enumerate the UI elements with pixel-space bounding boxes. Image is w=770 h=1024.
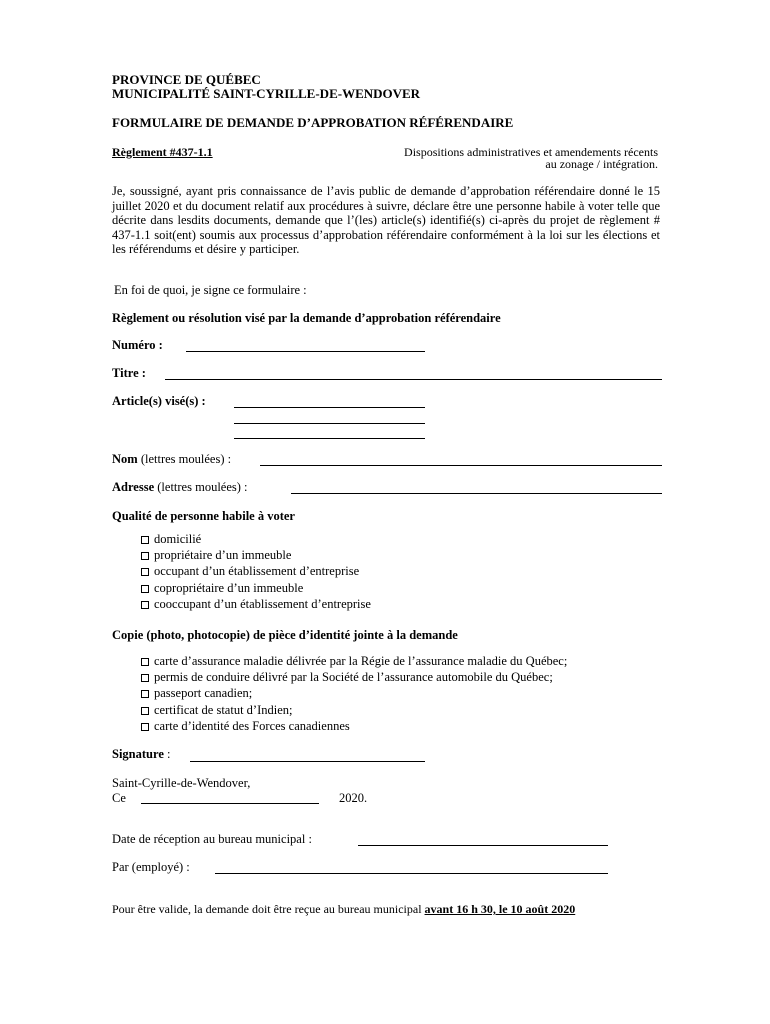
qualite-option-coproprietaire[interactable] [141, 580, 371, 596]
checkbox-icon[interactable] [141, 585, 149, 593]
intro-paragraph: Je, soussigné, ayant pris connaissance de l’avis public de demande d’approbation référendaire donné le 15 juillet 2020 et du document relatif aux procédures à suivre, déclare être une personne habile à voter telle que décrite dans lesdits documents, demande que l’(les) article(s) identifié(s) ci-après du projet de règlement # 437-1.1 soit(ent) soumis aux processus d’approbation référendaire conformément à la loi sur les élections et les référendums et désire y participer. [112, 184, 660, 257]
nom-label [112, 452, 231, 467]
qualite-options [141, 531, 371, 612]
signature-label-suffix: : [163, 747, 171, 761]
section-reglement-heading: Règlement ou résolution visé par la demande d’approbation référendaire [112, 311, 501, 325]
signature-label-bold: Signature [112, 747, 164, 761]
municipality-heading: MUNICIPALITÉ SAINT-CYRILLE-DE-WENDOVER [112, 86, 421, 101]
qualite-option-label: propriétaire d’un immeuble [154, 548, 292, 563]
qualite-option-label: occupant d’un établissement d’entreprise [154, 564, 360, 579]
copie-option-assurance-maladie[interactable] [141, 653, 567, 669]
reglement-label: Règlement #437-1.1 [112, 145, 213, 159]
qualite-option-occupant[interactable] [141, 563, 371, 579]
copie-option-label: passeport canadien; [154, 686, 253, 701]
reception-date-label: Date de réception au bureau municipal : [112, 832, 312, 846]
adresse-label-bold: Adresse [112, 480, 155, 494]
copie-option-passeport[interactable] [141, 685, 567, 701]
copie-option-label: permis de conduire délivré par la Société de l’assurance automobile du Québec; [154, 670, 553, 685]
copie-option-label: carte d’identité des Forces canadiennes [154, 718, 350, 733]
city-text: Saint-Cyrille-de-Wendover, [112, 776, 251, 790]
employe-field[interactable] [215, 873, 608, 874]
checkbox-icon[interactable] [141, 568, 149, 576]
adresse-label [112, 480, 248, 495]
nom-label-rest: (lettres moulées) : [137, 452, 232, 466]
articles-label [112, 394, 206, 409]
reglement-description-line2: au zonage / intégration. [545, 157, 658, 171]
qualite-heading: Qualité de personne habile à voter [112, 509, 295, 523]
articles-label-text: Article(s) visé(s) : [112, 394, 206, 408]
titre-field[interactable] [165, 379, 662, 380]
copie-option-permis-conduire[interactable] [141, 669, 567, 685]
nom-field[interactable] [260, 465, 662, 466]
checkbox-icon[interactable] [141, 723, 149, 731]
checkbox-icon[interactable] [141, 690, 149, 698]
employe-label: Par (employé) : [112, 860, 190, 874]
deadline-notice [112, 902, 575, 917]
signature-field[interactable] [190, 761, 425, 762]
numero-label: Numéro : [112, 338, 163, 352]
copie-heading: Copie (photo, photocopie) de pièce d’identité jointe à la demande [112, 628, 458, 642]
province-heading: PROVINCE DE QUÉBEC [112, 72, 261, 87]
year-text: 2020. [339, 791, 368, 805]
reglement-description-line1: Dispositions administratives et amendements récents [404, 145, 658, 159]
qualite-option-domicilie[interactable] [141, 531, 371, 547]
checkbox-icon[interactable] [141, 552, 149, 560]
checkbox-icon[interactable] [141, 674, 149, 682]
copie-option-forces-canadiennes[interactable] [141, 718, 567, 734]
ce-label: Ce [112, 791, 126, 805]
adresse-label-rest: (lettres moulées) : [154, 480, 248, 494]
date-field[interactable] [141, 803, 319, 804]
numero-field[interactable] [186, 351, 425, 352]
checkbox-icon[interactable] [141, 658, 149, 666]
deadline-notice-text: Pour être valide, la demande doit être reçue au bureau municipal [112, 902, 425, 916]
qualite-option-cooccupant[interactable] [141, 596, 371, 612]
adresse-field[interactable] [291, 493, 662, 494]
signature-label [112, 747, 170, 762]
reception-date-field[interactable] [358, 845, 608, 846]
article-field-1[interactable] [234, 407, 425, 408]
copie-option-label: carte d’assurance maladie délivrée par la Régie de l’assurance maladie du Québec; [154, 654, 568, 668]
deadline-date: avant 16 h 30, le 10 août 2020 [424, 902, 576, 916]
checkbox-icon[interactable] [141, 601, 149, 609]
qualite-option-label: copropriétaire d’un immeuble [154, 580, 304, 595]
checkbox-icon[interactable] [141, 536, 149, 544]
qualite-option-label: cooccupant d’un établissement d’entreprise [154, 596, 371, 611]
article-field-3[interactable] [234, 438, 425, 439]
copie-option-statut-indien[interactable] [141, 702, 567, 718]
copie-option-label: certificat de statut d’Indien; [154, 702, 293, 717]
checkbox-icon[interactable] [141, 707, 149, 715]
article-field-2[interactable] [234, 423, 425, 424]
copie-options [141, 653, 567, 734]
form-title: FORMULAIRE DE DEMANDE D’APPROBATION RÉFÉRENDAIRE [112, 115, 514, 130]
titre-label: Titre : [112, 366, 146, 380]
qualite-option-label: domicilié [154, 532, 202, 546]
qualite-option-proprietaire[interactable] [141, 547, 371, 563]
en-foi-statement: En foi de quoi, je signe ce formulaire : [114, 283, 307, 297]
nom-label-bold: Nom [112, 452, 138, 466]
